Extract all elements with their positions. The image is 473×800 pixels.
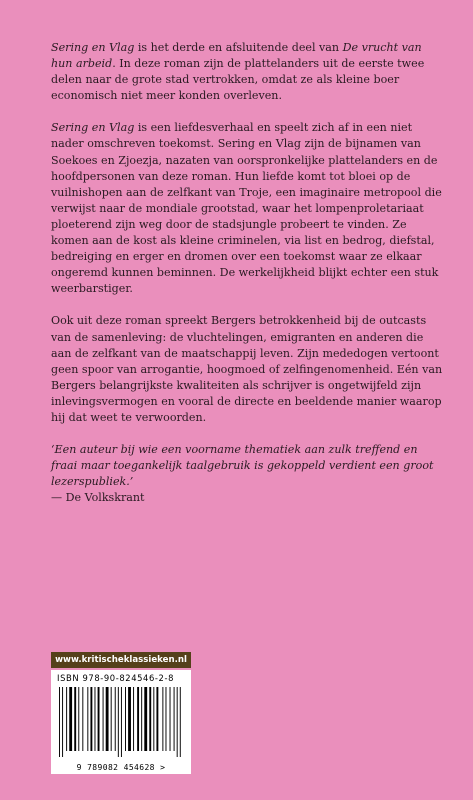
blurb-text: . In deze roman zijn de plattelanders uit de eerste twee delen naar de grote stad vertrokken, omdat ze als kleine boer economisch niet meer konden overleven. — [51, 57, 425, 103]
barcode-card — [51, 670, 191, 774]
book-title-italic: Sering en Vlag — [51, 41, 135, 54]
blurb-text: is het derde en afsluitende deel van — [134, 41, 343, 54]
publisher-url: www.kritischeklassieken.nl — [51, 652, 191, 668]
back-cover-text — [51, 40, 446, 522]
blurb-paragraph-3: Ook uit deze roman spreekt Bergers betrokkenheid bij de outcasts van de samenleving: de vluchtelingen, emigranten en anderen die aan de zelfkant van de maatschappij leven. Zijn mededogen vertoont geen spoor van arrogantie, hoogmoed of zelfingenomenheid. Eén van Bergers belangrijkste kwaliteiten als schrijver is ongetwijfeld zijn inlevingsvermogen en vooral de directe en beeldende manier waarop hij dat weet te verwoorden. — [51, 314, 443, 424]
book-title-italic: Sering en Vlag — [51, 121, 135, 135]
review-attribution: — De Volkskrant — [51, 491, 145, 505]
review-quote: ‘Een auteur bij wie een voorname thematiek aan zulk treffend en fraai maar toegankelijk taalgebruik is gekoppeld verdient een groot lezerspubliek.’ — [51, 443, 434, 489]
barcode-icon — [57, 687, 185, 757]
blurb-paragraph-1 — [51, 40, 446, 104]
blurb-text: is een liefdesverhaal en speelt zich af in een niet nader omschreven toekomst. Sering en Vlag zijn de bijnamen van Soekoes en Zjoezja, nazaten van oorspronkelijke plattelanders en de hoofdpersonen van deze roman. Hun liefde komt tot bloei op de vuilnishopen aan de zelfkant van Troje, een imaginaire metropool die verwijst naar de mondiale grootstad, waar het lompenproletariaat ploeterend zijn weg door de stadsjungle probeert te vinden. Ze komen aan de kost als kleine criminelen, via list en bedrog, diefstal, bedreiging en erger en dromen over een toekomst waar ze elkaar ongeremd kunnen beminnen. De werkelijkheid blijkt echter een stuk weerbarstiger. — [51, 121, 442, 296]
barcode-block — [51, 652, 191, 774]
barcode-digits: 9 789082 454628 > — [76, 763, 166, 772]
series-title-italic: De vrucht van hun arbeid — [51, 41, 422, 71]
blurb-paragraph-2 — [51, 120, 446, 297]
isbn-label: ISBN 978-90-824546-2-8 — [57, 673, 175, 683]
